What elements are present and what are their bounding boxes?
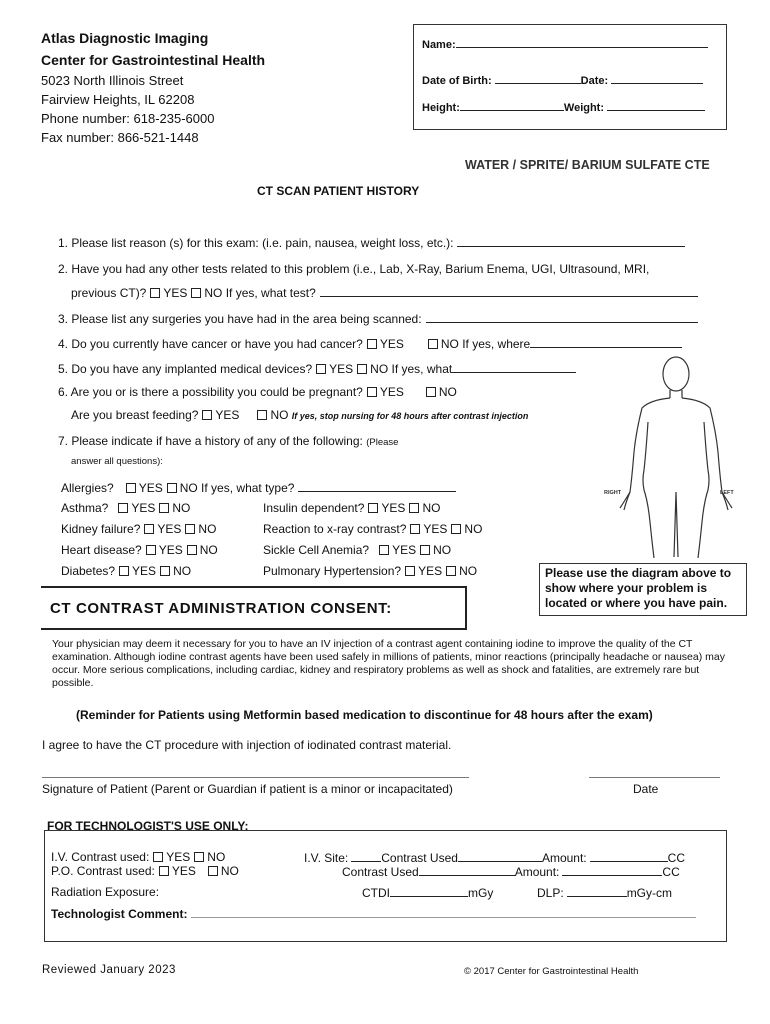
question-2-no-checkbox[interactable] xyxy=(191,288,201,298)
kidney-yes-label: YES xyxy=(157,522,182,536)
question-6-text: 6. Are you or is there a possibility you could be pregnant? xyxy=(58,385,363,399)
question-4-text: 4. Do you currently have cancer or have you had cancer? xyxy=(58,337,363,351)
po-contrast-yes-checkbox[interactable] xyxy=(159,866,169,876)
iv-contrast-used-line[interactable] xyxy=(458,850,542,862)
height-label: Height: xyxy=(422,102,460,114)
diabetes-row xyxy=(61,564,191,578)
po-contrast-row xyxy=(51,864,239,878)
diabetes-yes-label: YES xyxy=(132,564,157,578)
kidney-no-checkbox[interactable] xyxy=(185,524,195,534)
tech-comment-line[interactable] xyxy=(191,906,696,918)
question-1 xyxy=(58,235,685,250)
allergies-yes-label: YES xyxy=(138,481,163,495)
asthma-row xyxy=(61,501,190,515)
po-contrast-label: P.O. Contrast used: xyxy=(51,864,155,878)
insulin-no-label: NO xyxy=(422,501,441,515)
question-2-yes-checkbox[interactable] xyxy=(150,288,160,298)
question-5-yes-label: YES xyxy=(329,362,354,376)
question-6b-no-label: NO xyxy=(270,408,289,422)
org-name: Atlas Diagnostic Imaging xyxy=(41,30,209,46)
name-line xyxy=(456,36,708,48)
consent-title: CT CONTRAST ADMINISTRATION CONSENT: xyxy=(50,600,392,617)
question-5 xyxy=(58,361,576,376)
insulin-no-checkbox[interactable] xyxy=(409,503,419,513)
name-field[interactable] xyxy=(422,36,708,51)
question-6b xyxy=(71,408,528,422)
po-contrast-used-row xyxy=(342,864,680,879)
question-6 xyxy=(58,385,457,399)
iv-contrast-no-label: NO xyxy=(207,850,226,864)
diagram-left-label: LEFT xyxy=(720,490,734,496)
question-1-text: 1. Please list reason (s) for this exam: (i.e. pain, nausea, weight loss, etc.): xyxy=(58,236,454,250)
protocol-label: WATER / SPRITE/ BARIUM SULFATE CTE xyxy=(465,158,710,172)
question-5-text: 5. Do you have any implanted medical devices? xyxy=(58,362,313,376)
question-6-no-checkbox[interactable] xyxy=(426,387,436,397)
allergies-yes-checkbox[interactable] xyxy=(126,483,136,493)
question-5-yes-checkbox[interactable] xyxy=(316,364,326,374)
dob-line xyxy=(495,72,581,84)
kidney-row xyxy=(61,522,216,536)
question-2-yes-label: YES xyxy=(163,286,188,300)
pulmonary-label: Pulmonary Hypertension? xyxy=(263,564,402,578)
question-3 xyxy=(58,311,698,326)
pulmonary-no-checkbox[interactable] xyxy=(446,566,456,576)
heart-yes-checkbox[interactable] xyxy=(146,545,156,555)
question-3-answer-line[interactable] xyxy=(426,311,698,323)
sickle-label: Sickle Cell Anemia? xyxy=(263,543,370,557)
po-contrast-no-checkbox[interactable] xyxy=(208,866,218,876)
center-name: Center for Gastrointestinal Health xyxy=(41,52,266,68)
sickle-yes-checkbox[interactable] xyxy=(379,545,389,555)
reaction-no-label: NO xyxy=(464,522,483,536)
dlp-unit: mGy-cm xyxy=(626,886,673,900)
allergies-label: Allergies? xyxy=(61,481,114,495)
consent-paragraph: Your physician may deem it necessary for you to have an IV injection of a contrast agent containing iodine to improve the quality of the CT examination. Although iodine contrast agents have been used safely in millions of patients, minor reactions (principally headache or nausea) may occur. More serious complications, including cardiac, kidney and respiratory problems as well as shock and fatalities, are extremely rare but possible. xyxy=(52,638,725,689)
po-contrast-used-line[interactable] xyxy=(419,864,515,876)
question-7-text: 7. Please indicate if have a history of any of the following: xyxy=(58,434,363,448)
ctdi-line[interactable] xyxy=(390,885,468,897)
kidney-no-label: NO xyxy=(198,522,217,536)
iv-site-row xyxy=(304,850,685,865)
po-cc-label: CC xyxy=(662,865,680,879)
iv-contrast-no-checkbox[interactable] xyxy=(194,852,204,862)
date-label: Date xyxy=(633,782,659,796)
iv-contrast-used-label: Contrast Used xyxy=(381,851,458,865)
body-diagram[interactable] xyxy=(590,352,750,564)
diabetes-no-label: NO xyxy=(173,564,192,578)
question-4-yes-label: YES xyxy=(379,337,404,351)
breastfeeding-note: If yes, stop nursing for 48 hours after contrast injection xyxy=(291,411,529,421)
kidney-yes-checkbox[interactable] xyxy=(144,524,154,534)
allergies-row xyxy=(61,480,456,495)
ctdi-label: CTDI xyxy=(362,886,390,900)
reviewed-date: Reviewed January 2023 xyxy=(42,964,176,976)
pulmonary-yes-checkbox[interactable] xyxy=(405,566,415,576)
reaction-no-checkbox[interactable] xyxy=(451,524,461,534)
iv-amount-label: Amount: xyxy=(541,851,587,865)
question-4-no-label: NO If yes, where xyxy=(440,337,531,351)
dob-label: Date of Birth: xyxy=(422,75,492,87)
reaction-row xyxy=(263,522,482,536)
question-5-answer-line[interactable] xyxy=(452,361,576,373)
sickle-no-checkbox[interactable] xyxy=(420,545,430,555)
question-2-text-b: previous CT)? xyxy=(71,286,147,300)
heart-label: Heart disease? xyxy=(61,543,142,557)
tech-comment-row xyxy=(51,906,696,921)
iv-amount-line[interactable] xyxy=(590,850,668,862)
question-1-answer-line[interactable] xyxy=(457,235,685,247)
kidney-label: Kidney failure? xyxy=(61,522,141,536)
heart-yes-label: YES xyxy=(158,543,183,557)
asthma-no-checkbox[interactable] xyxy=(159,503,169,513)
iv-site-label: I.V. Site: xyxy=(304,851,349,865)
ctdi-row xyxy=(362,885,493,900)
heart-no-label: NO xyxy=(199,543,218,557)
sickle-row xyxy=(263,543,451,557)
asthma-yes-checkbox[interactable] xyxy=(118,503,128,513)
consent-agreement: I agree to have the CT procedure with injection of iodinated contrast material. xyxy=(42,738,452,752)
iv-cc-label: CC xyxy=(667,851,685,865)
weight-line xyxy=(607,99,705,111)
pulmonary-yes-label: YES xyxy=(418,564,443,578)
allergies-no-checkbox[interactable] xyxy=(167,483,177,493)
heart-row xyxy=(61,543,218,557)
iv-contrast-yes-label: YES xyxy=(166,850,191,864)
radiation-label: Radiation Exposure: xyxy=(51,885,160,899)
question-2-no-label: NO If yes, what test? xyxy=(204,286,316,300)
pulmonary-no-label: NO xyxy=(459,564,478,578)
height-weight-field[interactable] xyxy=(422,99,705,114)
dlp-row xyxy=(537,885,672,900)
question-6-yes-checkbox[interactable] xyxy=(367,387,377,397)
sickle-no-label: NO xyxy=(433,543,452,557)
diagram-right-label: RIGHT xyxy=(604,490,622,496)
question-5-no-checkbox[interactable] xyxy=(357,364,367,374)
iv-contrast-row xyxy=(51,850,225,864)
address-line-1: 5023 North Illinois Street xyxy=(41,73,184,88)
date-label: Date: xyxy=(580,75,609,87)
question-2-text: 2. Have you had any other tests related to this problem (i.e., Lab, X-Ray, Barium Enema, UGI, Ultrasound, MRI, xyxy=(58,262,650,276)
asthma-no-label: NO xyxy=(172,501,191,515)
po-contrast-no-label: NO xyxy=(220,864,239,878)
ctdi-unit: mGy xyxy=(468,886,494,900)
po-contrast-yes-label: YES xyxy=(171,864,196,878)
iv-contrast-yes-checkbox[interactable] xyxy=(153,852,163,862)
question-2-line-2 xyxy=(71,285,698,300)
insulin-row xyxy=(263,501,440,515)
question-6b-yes-label: YES xyxy=(215,408,240,422)
question-4-no-checkbox[interactable] xyxy=(428,339,438,349)
height-line xyxy=(460,99,564,111)
date-line xyxy=(611,72,703,84)
tech-comment-label: Technologist Comment: xyxy=(51,907,188,921)
signature-label: Signature of Patient (Parent or Guardian if patient is a minor or incapacitated) xyxy=(42,782,453,796)
iv-contrast-label: I.V. Contrast used: xyxy=(51,850,150,864)
question-6-yes-label: YES xyxy=(379,385,404,399)
dob-field[interactable] xyxy=(422,72,703,87)
question-6b-text: Are you breast feeding? xyxy=(71,408,199,422)
po-amount-label: Amount: xyxy=(514,865,560,879)
dlp-line[interactable] xyxy=(567,885,627,897)
question-6b-yes-checkbox[interactable] xyxy=(202,410,212,420)
iv-site-line[interactable] xyxy=(351,850,381,862)
insulin-label: Insulin dependent? xyxy=(263,501,365,515)
sickle-yes-label: YES xyxy=(392,543,417,557)
question-7-note: (Please xyxy=(366,437,399,448)
insulin-yes-checkbox[interactable] xyxy=(368,503,378,513)
diabetes-yes-checkbox[interactable] xyxy=(119,566,129,576)
allergies-no-label: NO If yes, what type? xyxy=(179,481,295,495)
question-3-text: 3. Please list any surgeries you have had in the area being scanned: xyxy=(58,312,422,326)
weight-label: Weight: xyxy=(563,102,605,114)
header-block xyxy=(41,28,265,147)
copyright: © 2017 Center for Gastrointestinal Health xyxy=(464,966,639,977)
question-4-yes-checkbox[interactable] xyxy=(367,339,377,349)
question-5-no-label: NO If yes, what xyxy=(370,362,453,376)
pulmonary-row xyxy=(263,564,477,578)
reaction-label: Reaction to x-ray contrast? xyxy=(263,522,407,536)
question-4-answer-line[interactable] xyxy=(530,336,682,348)
metformin-reminder: (Reminder for Patients using Metformin based medication to discontinue for 48 hours after the exam) xyxy=(76,708,653,722)
po-amount-line[interactable] xyxy=(562,864,662,876)
question-6-no-label: NO xyxy=(438,385,457,399)
question-4 xyxy=(58,336,682,351)
reaction-yes-checkbox[interactable] xyxy=(410,524,420,534)
reaction-yes-label: YES xyxy=(423,522,448,536)
po-contrast-used-label: Contrast Used xyxy=(342,865,419,879)
diabetes-label: Diabetes? xyxy=(61,564,116,578)
date-line[interactable] xyxy=(589,777,720,778)
signature-line[interactable] xyxy=(42,777,469,778)
phone-number: Phone number: 618-235-6000 xyxy=(41,111,215,126)
question-7-note-2: answer all questions): xyxy=(71,456,163,467)
question-6b-no-checkbox[interactable] xyxy=(257,410,267,420)
form-title: CT SCAN PATIENT HISTORY xyxy=(257,184,420,198)
asthma-yes-label: YES xyxy=(131,501,156,515)
address-line-2: Fairview Heights, IL 62208 xyxy=(41,92,195,107)
diagram-caption: Please use the diagram above to show where your problem is located or where you have pain. xyxy=(545,566,732,610)
tech-section-heading: FOR TECHNOLOGIST'S USE ONLY: xyxy=(47,819,249,833)
heart-no-checkbox[interactable] xyxy=(187,545,197,555)
asthma-label: Asthma? xyxy=(61,501,109,515)
allergies-type-line[interactable] xyxy=(298,480,456,492)
question-2-answer-line[interactable] xyxy=(320,285,698,297)
diabetes-no-checkbox[interactable] xyxy=(160,566,170,576)
insulin-yes-label: YES xyxy=(381,501,406,515)
question-7 xyxy=(58,434,398,448)
name-label: Name: xyxy=(422,39,456,51)
fax-number: Fax number: 866-521-1448 xyxy=(41,130,199,145)
dlp-label: DLP: xyxy=(537,886,564,900)
